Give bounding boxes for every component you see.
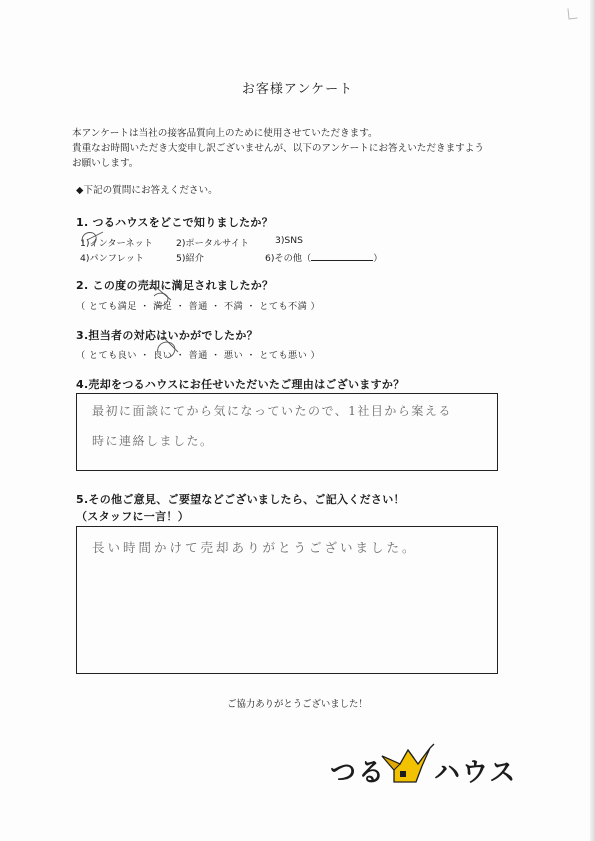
question-2-title: 2. この度の売却に満足されましたか？ [76,279,274,292]
question-4-title: 4.売却をつるハウスにお任せいただいたご理由はございますか？ [76,378,405,391]
question-1-title: 1. つるハウスをどこで知りましたか？ [76,216,274,229]
intro-line-1: 本アンケートは当社の接客品質向上のために使用させていただきます。 [72,128,378,139]
q2-selection-tick [157,288,171,300]
intro-line-3: お願いします。 [72,158,139,169]
logo-text-left: つる [330,758,387,788]
q1-option-internet[interactable]: 1)インターネット [80,238,153,249]
q1-option-other-close: ） [373,253,383,264]
q3-selection-mark [158,342,175,358]
q4-answer-line-1: 最初に面談にてから気になっていたので、1社目から案える [92,404,452,418]
q4-answer-line-2: 時に連絡しました。 [92,434,214,448]
q1-option-portal-site[interactable]: 2)ポータルサイト [176,238,250,249]
q1-option-other-label: 6)その他（ [265,253,312,264]
q3-selection-tick [164,338,178,352]
intro-line-2: 貴重なお時間いただき大変申し訳ございませんが、以下のアンケートにお答えいただきますよう [72,143,484,154]
q1-option-sns[interactable]: 3)SNS [275,235,303,246]
q5-answer: 長い時間かけて売却ありがとうございました。 [92,540,418,555]
logo-text-right: ハウス [434,758,518,788]
logo-mark [382,744,434,782]
q1-option-pamphlet[interactable]: 4)パンフレット [80,253,145,264]
question-5-subtitle: （スタッフに一言！） [76,510,189,523]
q1-option-referral[interactable]: 5)紹介 [176,253,204,264]
question-5-title: 5.その他ご意見、ご要望などございましたら、ご記入ください！ [76,493,405,506]
q1-selection-tick [87,232,103,240]
page-title: お客様アンケート [241,82,354,97]
instruction-text: ◆下記の質問にお答えください。 [76,185,218,196]
q3-rating-scale[interactable]: （ とても良い ・ 良い ・ 普通 ・ 悪い ・ とても悪い ） [76,350,321,361]
question-3-title: 3.担当者の対応はいかがでしたか？ [76,329,258,342]
thanks-message: ご協力ありがとうございました！ [227,699,368,710]
q2-rating-scale[interactable]: （ とても満足 ・ 満足 ・ 普通 ・ 不満 ・ とても不満 ） [76,301,321,312]
